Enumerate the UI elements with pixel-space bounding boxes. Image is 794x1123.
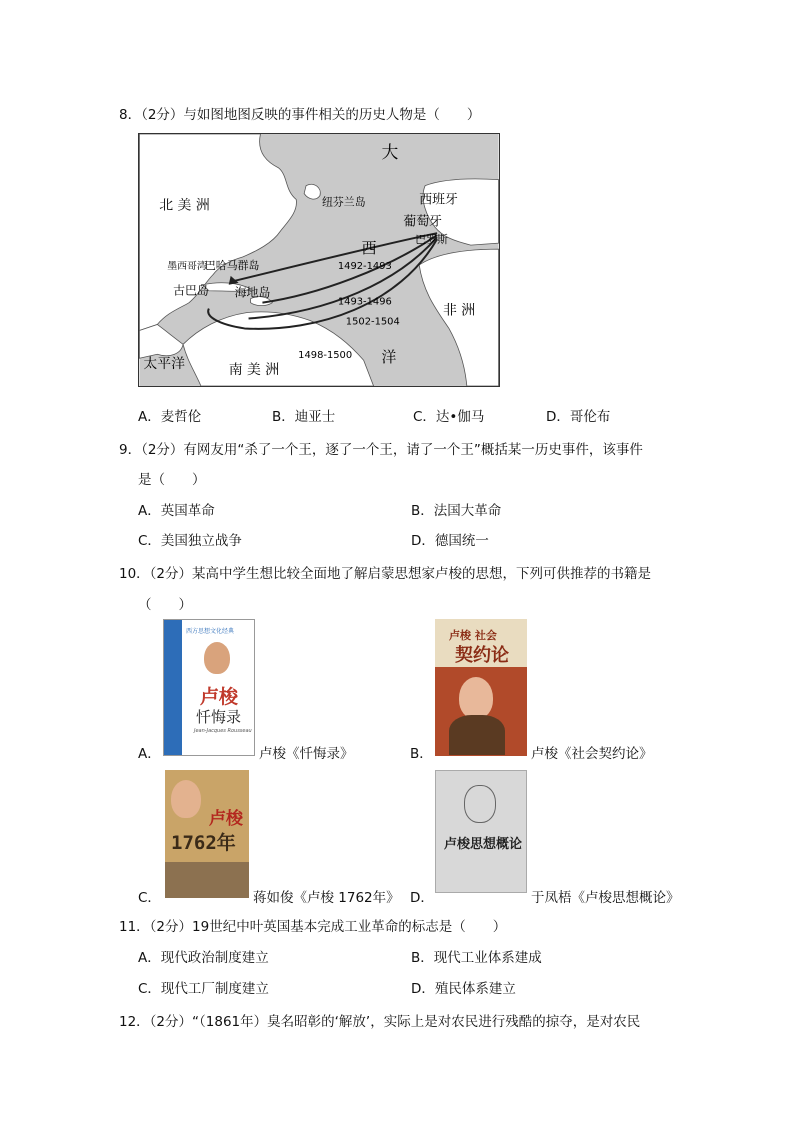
q8-option-b[interactable]: B．迪亚士 bbox=[272, 409, 336, 425]
q10-option-b-letter[interactable]: B． bbox=[410, 746, 433, 762]
q11-option-b[interactable]: B．现代工业体系建成 bbox=[411, 950, 542, 966]
book-cover-rousseau-outline bbox=[435, 770, 527, 893]
q9-option-d[interactable]: D．德国统一 bbox=[411, 533, 489, 549]
book-title-main: 卢梭 bbox=[200, 686, 239, 708]
columbus-voyages-map bbox=[138, 133, 500, 387]
q10-option-d-letter[interactable]: D． bbox=[410, 890, 434, 906]
book-title-author: 卢梭 bbox=[449, 629, 471, 642]
map-label-da: 大 bbox=[381, 141, 399, 162]
q10-option-c-letter[interactable]: C． bbox=[138, 890, 161, 906]
question-10-stem-line1: 10．（2分）某高中学生想比较全面地了解启蒙思想家卢梭的思想，下列可供推荐的书籍是 bbox=[119, 566, 652, 582]
q8-option-d[interactable]: D．哥伦布 bbox=[546, 409, 611, 425]
map-label-gulf-of-mexico: 墨西哥湾 bbox=[167, 260, 207, 272]
q10-option-c-caption[interactable]: 蒋如俊《卢梭 1762年》 bbox=[253, 890, 400, 906]
rousseau-sketch bbox=[464, 785, 496, 823]
voyage-label-3: 1502-1504 bbox=[345, 316, 400, 328]
map-label-hispaniola: 海地岛 bbox=[234, 285, 271, 300]
q11-option-d[interactable]: D．殖民体系建立 bbox=[411, 981, 516, 997]
map-label-palos: 巴罗斯 bbox=[415, 233, 448, 247]
rousseau-portrait bbox=[204, 642, 230, 674]
map-label-south-america: 南 美 洲 bbox=[228, 362, 280, 379]
book-title-year: 1762年 bbox=[171, 832, 236, 854]
question-10-stem-line2: （ ） bbox=[138, 597, 192, 613]
question-8-stem: 8．（2分）与如图地图反映的事件相关的历史人物是（ ） bbox=[119, 107, 481, 123]
map-label-pacific: 太平洋 bbox=[143, 356, 186, 373]
map-label-spain: 西班牙 bbox=[419, 192, 458, 208]
book-title-main: 卢梭 bbox=[209, 809, 243, 829]
book-title-social: 社会 bbox=[474, 629, 497, 642]
q11-option-a[interactable]: A．现代政治制度建立 bbox=[138, 950, 269, 966]
question-9-stem-line1: 9．（2分）有网友用“杀了一个王，逐了一个王，请了一个王”概括某一历史事件，该事件 bbox=[119, 442, 643, 458]
book-title-main: 卢梭思想概论 bbox=[444, 837, 523, 852]
book-title-contract: 契约论 bbox=[455, 645, 509, 666]
q8-option-c[interactable]: C．达•伽马 bbox=[413, 409, 485, 425]
map-label-portugal: 葡萄牙 bbox=[403, 214, 442, 230]
map-label-africa: 非 洲 bbox=[443, 302, 476, 319]
q10-option-a-caption[interactable]: 卢梭《忏悔录》 bbox=[259, 746, 354, 762]
book-title-sub: 忏悔录 bbox=[196, 708, 242, 726]
map-label-newfoundland: 纽芬兰岛 bbox=[321, 195, 366, 209]
q10-option-d-caption[interactable]: 于凤梧《卢梭思想概论》 bbox=[531, 890, 680, 906]
book-series-label: 西方思想文化经典 bbox=[186, 628, 235, 635]
voyage-label-1: 1492-1493 bbox=[337, 260, 392, 272]
book-cover-1762 bbox=[165, 770, 249, 898]
q8-option-a[interactable]: A．麦哲伦 bbox=[138, 409, 202, 425]
book-cover-confessions bbox=[163, 619, 255, 756]
voyage-label-4: 1498-1500 bbox=[298, 350, 353, 362]
rousseau-portrait bbox=[459, 677, 493, 719]
map-label-north-america: 北 美 洲 bbox=[159, 197, 210, 214]
map-label-bahamas: 巴哈马群岛 bbox=[204, 258, 260, 272]
map-label-cuba: 古巴岛 bbox=[173, 283, 209, 298]
q10-option-b-caption[interactable]: 卢梭《社会契约论》 bbox=[531, 746, 653, 762]
question-11-stem: 11．（2分）19世纪中叶英国基本完成工业革命的标志是（ ） bbox=[119, 919, 507, 935]
voyage-label-2: 1493-1496 bbox=[337, 296, 392, 308]
q9-option-a[interactable]: A．英国革命 bbox=[138, 503, 215, 519]
question-9-stem-line2: 是（ ） bbox=[138, 472, 206, 488]
map-label-xi: 西 bbox=[361, 239, 377, 258]
q9-option-b[interactable]: B．法国大革命 bbox=[411, 503, 502, 519]
q11-option-c[interactable]: C．现代工厂制度建立 bbox=[138, 981, 269, 997]
map-label-yang: 洋 bbox=[381, 348, 397, 367]
book-cover-social-contract bbox=[435, 619, 527, 756]
book-author: Jean-Jacques Rousseau bbox=[194, 728, 252, 734]
q9-option-c[interactable]: C．美国独立战争 bbox=[138, 533, 242, 549]
rousseau-portrait bbox=[171, 780, 201, 818]
q10-option-a-letter[interactable]: A． bbox=[138, 746, 161, 762]
question-12-stem: 12．（2分）“（1861年）臭名昭彰的‘解放’，实际上是对农民进行残酷的掠夺，是对农民 bbox=[119, 1014, 641, 1030]
